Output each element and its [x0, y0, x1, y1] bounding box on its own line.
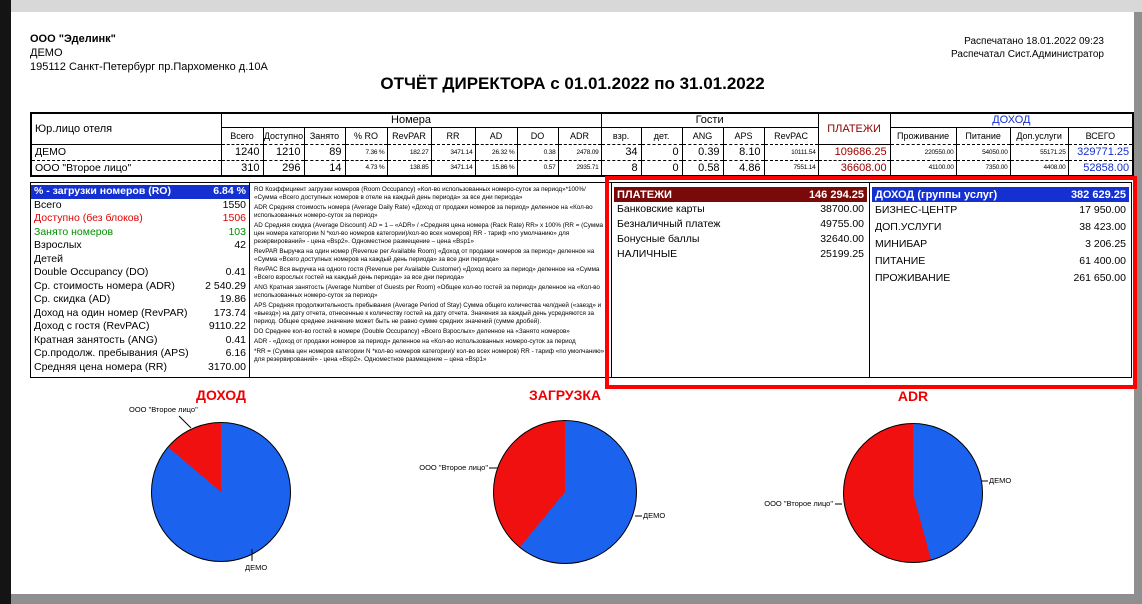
pie-label-demo: ДЕМО — [245, 563, 268, 572]
metric-label: Ср. стоимость номера (ADR) — [34, 279, 175, 292]
table-cell: 36608.00 — [818, 160, 890, 176]
definition-line: RevPAC Вся выручка на одного гостя (Revenue per Available Customer) «Доход всего за период» деленное на «Сумма «Всего взрослых гостей на каждый день периода» за все дни периода» — [254, 266, 600, 281]
table-cell: 220550.00 — [890, 144, 956, 160]
table-cell: 55171.25 — [1010, 144, 1068, 160]
col-header-14: Проживание — [890, 127, 956, 144]
table-cell: 310 — [221, 160, 263, 176]
col-header-9: взр. — [601, 127, 641, 144]
col-header-17: ВСЕГО — [1068, 127, 1133, 144]
metric-row — [31, 361, 249, 375]
detail-band — [30, 182, 1132, 378]
table-row — [31, 160, 1133, 176]
pie-label-second-entity: ООО "Второе лицо" — [764, 499, 833, 508]
payment-row — [612, 217, 869, 232]
table-cell: 3471.14 — [431, 160, 475, 176]
col-header-8: ADR — [558, 127, 601, 144]
payment-label: Банковские карты — [617, 203, 705, 215]
metric-label: Доступно (без блоков) — [34, 212, 143, 224]
metric-row — [31, 293, 249, 307]
income-row — [870, 202, 1131, 219]
definition-line: ADR Средняя стоимость номера (Average Daily Rate) «Доход от продажи номеров за период» деленное на «Кол-во использованных номеро-суток за период» — [254, 204, 593, 219]
metric-label: Всего — [34, 198, 62, 211]
payment-label: Бонусные баллы — [617, 233, 700, 245]
payments-panel — [612, 183, 870, 377]
metric-value: 103 — [228, 225, 246, 238]
metric-row — [31, 239, 249, 253]
table-cell: 4.86 — [723, 160, 764, 176]
metric-value: 2 540.29 — [205, 279, 246, 292]
table-cell: 10111.54 — [764, 144, 818, 160]
metric-row — [31, 226, 249, 240]
table-cell: 52858.00 — [1068, 160, 1133, 176]
table-cell: 8 — [601, 160, 641, 176]
metric-value: 1506 — [222, 212, 246, 224]
payments-header-bar — [614, 187, 867, 202]
table-cell: 0 — [641, 160, 682, 176]
col-header-1: Доступно — [263, 127, 304, 144]
table-cell: 296 — [263, 160, 304, 176]
payment-row — [612, 247, 869, 262]
payment-value: 38700.00 — [820, 203, 864, 215]
col-header-3: % RO — [345, 127, 387, 144]
payment-value: 32640.00 — [820, 233, 864, 245]
col-header-6: AD — [475, 127, 517, 144]
metric-row — [31, 212, 249, 226]
group-header-rooms: Номера — [221, 113, 601, 127]
table-cell: 0.39 — [682, 144, 723, 160]
window-left-edge — [0, 0, 11, 604]
income-total: 382 629.25 — [1070, 188, 1126, 201]
col-header-15: Питание — [956, 127, 1010, 144]
income-panel — [870, 183, 1131, 377]
metric-value: 9110.22 — [208, 320, 246, 332]
payments-total: 146 294.25 — [808, 188, 864, 201]
income-value: 17 950.00 — [1079, 204, 1126, 216]
definition-line: AD Средняя скидка (Average Discount) AD = 1 – «ADR» / «Средняя цена номера (Rack Rate) RR» x 100% (RR = (Сумма цен номера категории N *кол-во номеров категории)/кол-во всех номеров) RR - тариф «по умолчанию» для резервирований» - цена «Bsp2». Одноместное размещение – цена «Bsp1» — [254, 222, 604, 245]
definition-line: ANG Кратная занятость (Average Number of Guests per Room) «Общее кол-во гостей за период» деленное на «Кол-во использованных номеро-суток за период» — [254, 284, 600, 299]
table-cell: 329771.25 — [1068, 144, 1133, 160]
pie-label-demo: ДЕМО — [989, 476, 1012, 485]
metric-value: 19.86 — [219, 293, 246, 305]
income-value: 61 400.00 — [1079, 255, 1126, 267]
metric-row — [31, 185, 249, 199]
entity-column-header: Юр.лицо отеля — [31, 113, 221, 144]
metric-label: Взрослых — [34, 239, 82, 251]
printed-at: Распечатано 18.01.2022 09:23 — [964, 36, 1104, 47]
income-row — [870, 219, 1131, 236]
payment-value: 49755.00 — [820, 218, 864, 230]
metrics-panel — [31, 183, 250, 377]
payment-row — [612, 202, 869, 217]
chart-title-occupancy: ЗАГРУЗКА — [528, 387, 602, 403]
definition-line: *RR = (Сумма цен номеров категории N *кол-во номеров категории)/ кол-во всех номеров) RR - тариф «по умолчанию» для резервирований» - цена «Bsp2». Одноместное размещение – цена «Bsp1» — [254, 348, 605, 363]
summary-table — [30, 112, 1134, 177]
col-header-5: RR — [431, 127, 475, 144]
table-cell: 2478.09 — [558, 144, 601, 160]
table-cell: 1240 — [221, 144, 263, 160]
table-cell: 54050.00 — [956, 144, 1010, 160]
income-row — [870, 236, 1131, 253]
company-name: ООО "Эделинк" — [30, 33, 116, 45]
table-cell: 4408.00 — [1010, 160, 1068, 176]
pie-label-second-entity: ООО "Второе лицо" — [419, 463, 488, 472]
income-label: ПИТАНИЕ — [875, 255, 926, 267]
table-cell: 109686.25 — [818, 144, 890, 160]
table-cell: 15.86 % — [475, 160, 517, 176]
metric-row — [31, 307, 249, 321]
payment-value: 25199.25 — [820, 248, 864, 260]
definition-line: RO Коэффициент загрузки номеров (Room Occupancy) «Кол-во использованных номеро-суток за период»*100%/ «Сумма «Всего доступных номеров в отеле на каждый день периода» за все дни периода» — [254, 186, 586, 201]
metric-label: Доход на один номер (RevPAR) — [34, 306, 188, 319]
company-address: 195112 Санкт-Петербург пр.Пархоменко д.10А — [30, 61, 268, 73]
pie-chart-adr — [843, 423, 983, 563]
metric-row — [31, 320, 249, 334]
table-cell: 7350.00 — [956, 160, 1010, 176]
col-header-16: Доп.услуги — [1010, 127, 1068, 144]
metric-value: 6.84 % — [213, 185, 246, 197]
chart-title-income: ДОХОД — [196, 387, 246, 403]
table-cell: 8.10 — [723, 144, 764, 160]
group-header-payments: ПЛАТЕЖИ — [818, 113, 890, 144]
col-header-12: APS — [723, 127, 764, 144]
table-cell: 0.58 — [682, 160, 723, 176]
income-label: ПРОЖИВАНИЕ — [875, 272, 951, 284]
table-cell: 0 — [641, 144, 682, 160]
metric-label: Средняя цена номера (RR) — [34, 360, 167, 373]
table-cell: 0.57 — [517, 160, 558, 176]
pie-label-second-entity: ООО "Второе лицо" — [129, 405, 198, 414]
table-cell: 7551.14 — [764, 160, 818, 176]
metric-label: Ср.продолж. пребывания (APS) — [34, 347, 189, 359]
table-cell: 4.73 % — [345, 160, 387, 176]
col-header-4: RevPAR — [387, 127, 431, 144]
metric-value: 6.16 — [225, 347, 246, 359]
table-cell: 2935.71 — [558, 160, 601, 176]
table-cell: 34 — [601, 144, 641, 160]
definition-line: APS Средняя продолжительность пребывания (Average Period of Stay) Сумма общего количества чел/дней («заезд» и «выезд») на дату отчета, отнесенные к количеству гостей на дату отчета. Значения за каждый день усредняются за период. Общее среднее значение может быть не равно сумме средних значений (сумме дробей). — [254, 302, 602, 325]
col-header-13: RevPAC — [764, 127, 818, 144]
payment-label: Безналичный платеж — [617, 218, 721, 230]
definitions-text — [250, 183, 612, 377]
metric-row — [31, 253, 249, 267]
table-cell: 14 — [304, 160, 345, 176]
pie-chart-occupancy — [493, 420, 637, 564]
metric-row — [31, 334, 249, 348]
col-header-0: Всего — [221, 127, 263, 144]
table-cell: 41100.00 — [890, 160, 956, 176]
col-header-11: ANG — [682, 127, 723, 144]
metric-value: 3170.00 — [208, 360, 246, 373]
definition-line: ADR - «Доход от продажи номеров за период» деленное на «Кол-во использованных номеро-суток за период — [254, 338, 576, 345]
metric-value: 0.41 — [225, 333, 246, 346]
metric-label: % - загрузки номеров (RO) — [34, 185, 171, 197]
table-cell: 0.38 — [517, 144, 558, 160]
printed-by: Распечатал Сист.Администратор — [951, 49, 1104, 60]
company-block — [30, 32, 268, 74]
definition-line: RevPAR Выручка на один номер (Revenue per Available Room) «Доход от продажи номеров за период» деленное на «Сумма «Всего доступных номеров на каждый день периода» за все дни периода» — [254, 248, 595, 263]
metric-row — [31, 347, 249, 361]
table-cell: 182.27 — [387, 144, 431, 160]
report-page — [11, 12, 1134, 594]
table-cell: 26.32 % — [475, 144, 517, 160]
table-cell: 3471.14 — [431, 144, 475, 160]
metric-label: Занято номеров — [34, 225, 114, 238]
group-header-guests: Гости — [601, 113, 818, 127]
hotel-name: ДЕМО — [30, 47, 63, 59]
table-cell: 7.36 % — [345, 144, 387, 160]
income-header-bar — [872, 187, 1129, 202]
metric-value: 42 — [234, 239, 246, 251]
metric-label: Double Occupancy (DO) — [34, 266, 149, 278]
income-label: ДОП.УСЛУГИ — [875, 221, 942, 233]
income-row — [870, 270, 1131, 287]
report-title: ОТЧЁТ ДИРЕКТОРА с 01.01.2022 по 31.01.2022 — [380, 74, 765, 93]
pie-chart-income — [151, 422, 291, 562]
income-label: БИЗНЕС-ЦЕНТР — [875, 204, 958, 216]
pie-label-demo: ДЕМО — [643, 511, 666, 520]
table-cell: 138.85 — [387, 160, 431, 176]
print-info — [951, 35, 1104, 61]
metric-value: 0.41 — [225, 266, 246, 278]
metric-value: 1550 — [222, 198, 246, 211]
col-header-2: Занято — [304, 127, 345, 144]
table-row — [31, 144, 1133, 160]
income-title: ДОХОД (группы услуг) — [875, 188, 998, 201]
col-header-7: DO — [517, 127, 558, 144]
table-cell: 89 — [304, 144, 345, 160]
col-header-10: дет. — [641, 127, 682, 144]
metric-value: 173.74 — [213, 306, 246, 319]
metric-label: Кратная занятость (ANG) — [34, 333, 158, 346]
metric-row — [31, 199, 249, 213]
window-top-edge — [0, 0, 1142, 12]
payment-label: НАЛИЧНЫЕ — [617, 248, 678, 260]
table-cell: 1210 — [263, 144, 304, 160]
metric-row — [31, 266, 249, 280]
income-value: 261 650.00 — [1073, 272, 1126, 284]
payments-title: ПЛАТЕЖИ — [617, 188, 672, 201]
entity-name-cell: ООО "Второе лицо" — [31, 160, 221, 176]
metric-label: Доход с гостя (RevPAC) — [34, 320, 150, 332]
metric-row — [31, 280, 249, 294]
metric-label: Детей — [34, 252, 63, 265]
income-row — [870, 253, 1131, 270]
chart-title-adr: ADR — [897, 388, 929, 404]
definition-line: DO Среднее кол-во гостей в номере (Double Occupancy) «Всего Взрослых» деленное на «Занято номеров» — [254, 328, 570, 335]
group-header-income: ДОХОД — [890, 113, 1133, 127]
entity-name-cell: ДЕМО — [31, 144, 221, 160]
payment-row — [612, 232, 869, 247]
metric-label: Ср. скидка (AD) — [34, 293, 111, 305]
income-value: 38 423.00 — [1079, 221, 1126, 233]
income-value: 3 206.25 — [1085, 238, 1126, 250]
income-label: МИНИБАР — [875, 238, 928, 250]
